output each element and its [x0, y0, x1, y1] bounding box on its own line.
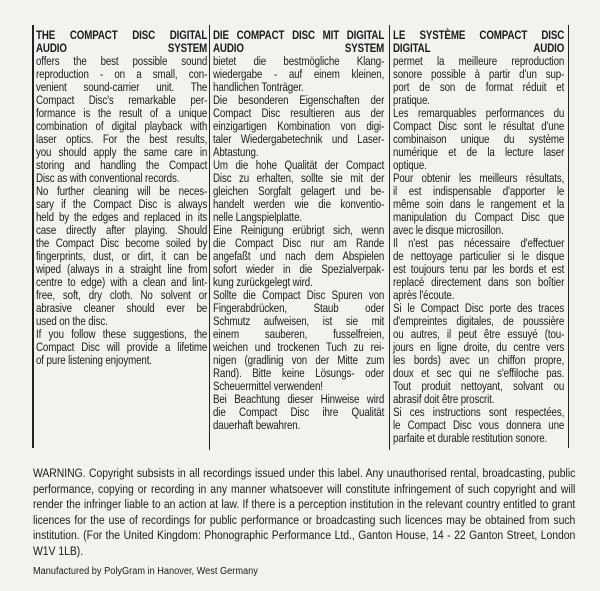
paragraph	[393, 55, 564, 107]
text-line: ou autres, il peut être essuyé (tou-	[393, 327, 565, 341]
text-line: de nettoyage particulier si le disque	[393, 249, 565, 263]
text-line: handlichen Tonträger.	[213, 80, 304, 94]
text-line: jours en ligne droite, du centre vers	[393, 340, 565, 354]
column-heading	[393, 29, 564, 55]
french-column	[393, 29, 564, 445]
paragraph	[36, 185, 207, 328]
text-line: Compact Disc will provide a lifetime	[36, 340, 208, 354]
text-line: nelle Langspielplatte.	[213, 210, 302, 224]
paragraph	[393, 302, 564, 406]
paragraph	[393, 406, 564, 445]
text-line: weichen und trockenen Tuch zu rei-	[213, 340, 385, 354]
text-line: Disc as with conventional records.	[36, 171, 180, 185]
text-line: you should apply the same care in	[36, 145, 208, 159]
text-line: Fingerabdrücken, Staub oder	[213, 301, 385, 315]
text-line: est toujours tenu par les bords et est	[393, 262, 565, 276]
english-column	[36, 29, 207, 367]
text-line: optique.	[393, 158, 427, 172]
text-line: Rand). Bitte keine Lösungs- oder	[213, 366, 385, 380]
heading-line: AUDIO SYSTEM	[213, 41, 385, 55]
column-heading	[213, 29, 384, 55]
paragraph	[213, 393, 384, 432]
text-line: Sollte die Compact Disc Spuren von	[213, 288, 385, 302]
text-line: combination of digital playback with	[36, 119, 208, 133]
text-line: fingerprints, dust, or dirt, it can be	[36, 249, 208, 263]
column-divider	[568, 25, 570, 448]
text-line: laser optics. For the best results,	[36, 132, 208, 146]
text-line: Compact Disc's remarkable per-	[36, 93, 208, 107]
warning-line: WARNING. Copyright subsists in all recordings issued under this label. Any unauthorised rental, broadcasting, public	[33, 466, 576, 480]
text-line: numérique et de la lecture laser	[393, 145, 565, 159]
text-line: même soin dans le rangement et la	[393, 197, 565, 211]
text-line: d'empreintes digitales, de poussière	[393, 314, 565, 328]
text-line: Disc zu erhalten, sollte sie mit der	[213, 171, 385, 185]
paragraph	[36, 55, 207, 185]
text-line: Compact Disc resultieren aus der	[213, 106, 385, 120]
heading-line: DIE COMPACT DISC MIT DIGITAL	[213, 28, 385, 42]
text-line: reproduction - on a small, con-	[36, 67, 208, 81]
text-line: Bei Beachtung dieser Hinweise wird	[213, 392, 385, 406]
text-line: No further cleaning will be neces-	[36, 184, 208, 198]
text-line: parfaite et durable restitution sonore.	[393, 431, 548, 445]
text-line: sary if the Compact Disc is always	[36, 197, 208, 211]
text-line: port de son de format réduit et	[393, 80, 565, 94]
text-line: Scheuermittel verwenden!	[213, 379, 323, 393]
warning-line: performance, copying or recording in any manner whatsoever will constitute infringement of such copyright and will	[33, 481, 576, 496]
text-line: die Compact Disc nur am Rande	[213, 236, 385, 250]
text-line: wiped (always in a straight line from	[36, 262, 208, 276]
heading-line: LE SYSTÈME COMPACT DISC	[393, 28, 565, 42]
text-line: doux et sec qui ne s'effiloche pas.	[393, 366, 565, 380]
text-line: the Compact Disc become soiled by	[36, 236, 208, 250]
text-line: combinaison unique du système	[393, 132, 565, 146]
text-line: dauerhaft bewahren.	[213, 418, 301, 432]
paragraph	[213, 289, 384, 393]
text-line: sofort wieder in die Spezialverpak-	[213, 262, 385, 276]
text-line: Pour obtenir les meilleurs résultats,	[393, 171, 565, 185]
text-line: Compact Disc sont le résultat d'une	[393, 119, 565, 133]
column-divider	[209, 25, 211, 450]
text-line: Schmutz aufweisen, ist sie mit	[213, 314, 385, 328]
text-line: Si ces instructions sont respectées,	[393, 405, 565, 419]
paragraph	[393, 237, 564, 302]
warning-line: licences for the use of recordings for public performance or broadcasting such licences may be obtained from such	[33, 512, 576, 527]
text-line: permet la meilleure reproduction	[393, 54, 565, 68]
text-line: il est indispensable d'apporter le	[393, 184, 565, 198]
text-line: Les remarquables performances du	[393, 106, 565, 120]
text-line: kung zurückgelegt wird.	[213, 275, 313, 289]
text-line: pratique.	[393, 93, 430, 107]
paragraph	[36, 328, 207, 367]
text-line: free, soft, dry cloth. No solvent or	[36, 288, 208, 302]
german-column	[213, 29, 384, 432]
text-line: Die besonderen Eigenschaften der	[213, 93, 385, 107]
text-line: gleichen Sorgfalt gelagert und be-	[213, 184, 385, 198]
text-line: replacé directement dans son boîtier	[393, 275, 565, 289]
text-line: après l'écoute.	[393, 288, 455, 302]
heading-line: DIGITAL AUDIO	[393, 41, 565, 55]
text-line: held by the edges and replaced in its	[36, 210, 208, 224]
copyright-warning	[33, 466, 575, 559]
text-line: Tout produit nettoyant, solvant ou	[393, 379, 565, 393]
text-line: wiedergabe - auf einem kleinen,	[213, 67, 385, 81]
paragraph	[213, 94, 384, 159]
text-line: storing and handling the Compact	[36, 158, 208, 172]
text-line: If you follow these suggestions, the	[36, 327, 208, 341]
column-divider	[32, 25, 34, 448]
text-line: formance is the result of a unique	[36, 106, 208, 120]
paragraph	[213, 55, 384, 94]
paragraph	[393, 107, 564, 172]
text-line: abrasif doit être proscrit.	[393, 392, 495, 406]
text-line: used on the disc.	[36, 314, 108, 328]
text-line: nigen (gradlinig von der Mitte zum	[213, 353, 385, 367]
heading-line: AUDIO SYSTEM	[36, 41, 208, 55]
paragraph	[213, 224, 384, 289]
text-line: Si le Compact Disc porte des traces	[393, 301, 565, 315]
paragraph	[393, 172, 564, 237]
text-line: handelt werden wie die konventio-	[213, 197, 385, 211]
column-divider	[389, 25, 391, 450]
text-line: case directly after playing. Should	[36, 223, 208, 237]
text-line: einzigartigen Kombination von digi-	[213, 119, 385, 133]
text-line: einem sauberen, fusselfreien,	[213, 327, 385, 341]
warning-line: institution. (For the United Kingdom: Phonographic Performance Ltd., Ganton House, 14 - 22 Ganton Street, London	[33, 528, 576, 542]
heading-line: THE COMPACT DISC DIGITAL	[36, 28, 208, 42]
text-line: manipulation du Compact Disc que	[393, 210, 565, 224]
text-line: Um die hohe Qualität der Compact	[213, 158, 385, 172]
warning-line: W1V 1LB).	[33, 543, 84, 558]
manufacturer-note: Manufactured by PolyGram in Hanover, West Germany	[33, 566, 258, 577]
text-line: abrasive cleaner should ever be	[36, 301, 208, 315]
text-line: offers the best possible sound	[36, 54, 208, 68]
text-line: avec le disque microsillon.	[393, 223, 504, 237]
text-line: le Compact Disc vous donnera une	[393, 418, 565, 432]
text-line: angefaßt und nach dem Abspielen	[213, 249, 385, 263]
text-line: taler Wiedergabetechnik und Laser-	[213, 132, 385, 146]
text-line: Il n'est pas nécessaire d'effectuer	[393, 236, 565, 250]
text-line: venient sound-carrier unit. The	[36, 80, 208, 94]
text-line: sonore possible à partir d'un sup-	[393, 67, 565, 81]
text-line: Abtastung.	[213, 145, 259, 159]
warning-line: render the infringer liable to an action at law. If there is a perception institution in the relevant country entitled to grant	[33, 497, 576, 511]
paragraph	[213, 159, 384, 224]
text-line: bietet die bestmögliche Klang-	[213, 54, 385, 68]
text-line: of pure listening enjoyment.	[36, 353, 152, 367]
text-line: les bords) avec un chiffon propre,	[393, 353, 565, 367]
column-heading	[36, 29, 207, 55]
text-line: die Compact Disc ihre Qualität	[213, 405, 385, 419]
text-line: centre to edge) with a clean and lint-	[36, 275, 208, 289]
text-line: Eine Reinigung erübrigt sich, wenn	[213, 223, 385, 237]
